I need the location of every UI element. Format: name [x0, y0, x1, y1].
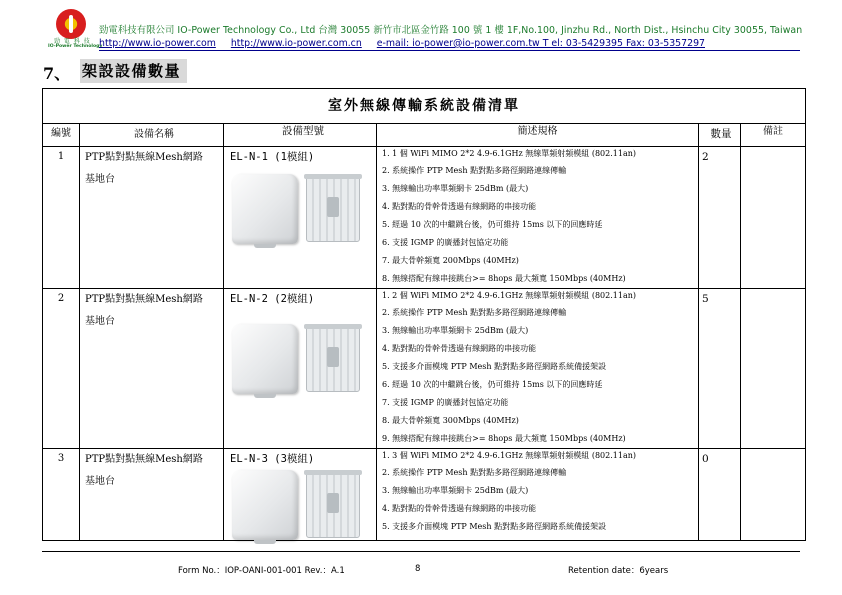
- spec-line: 1. 2 個 WiFi MIMO 2*2 4.9-6.1GHz 無線單頻射頻模組 (802.11an): [382, 291, 636, 300]
- row-id: 1: [43, 147, 80, 289]
- website-link[interactable]: http://www.io-power.com: [99, 38, 216, 49]
- row-name-line2: 基地台: [85, 476, 115, 487]
- spec-line: 3. 無線輸出功率單頻網卡 25dBm (最大): [382, 486, 529, 495]
- row-qty: 0: [699, 449, 741, 541]
- row-name-line1: PTP點對點無線Mesh網路: [85, 152, 203, 163]
- col-header-name: 設備名稱: [80, 124, 224, 147]
- row-model: [224, 289, 377, 449]
- website-cn-link[interactable]: http://www.io-power.com.cn: [230, 38, 362, 49]
- retention-date: Retention date：6years: [568, 566, 669, 576]
- panel-antenna-image: [232, 174, 298, 244]
- row-model-text: EL-N-1 (1模組): [230, 151, 315, 163]
- row-spec: [377, 289, 699, 449]
- row-spec: [377, 147, 699, 289]
- row-name: [80, 289, 224, 449]
- spec-line: 8. 無線搭配有線串接跳台>= 8hops 最大頻寬 150Mbps (40MHz): [382, 274, 626, 283]
- row-note: [741, 289, 806, 449]
- radio-unit-image: [306, 326, 360, 392]
- spec-line: 3. 無線輸出功率單頻網卡 25dBm (最大): [382, 184, 529, 193]
- spec-line: 9. 無線搭配有線串接跳台>= 8hops 最大頻寬 150Mbps (40MHz): [382, 434, 626, 443]
- spec-line: 4. 點對點的骨幹骨透過有線網路的串接功能: [382, 202, 537, 211]
- company-address-line: 勁電科技有限公司 IO-Power Technology Co., Ltd 台灣 30055 新竹市北區金竹路 100 號 1 樓 1F,No.100, Jinzhu Rd., North Dist., Hsinchu City 30055, Taiwan: [99, 25, 803, 36]
- device-photos: [230, 470, 376, 540]
- spec-line: 2. 系統操作 PTP Mesh 點對點多路徑網路連線傳輸: [382, 468, 567, 477]
- spec-line: 7. 支援 IGMP 的廣播封包協定功能: [382, 398, 509, 407]
- spec-line: 5. 經過 10 次的中繼跳台後，仍可維持 15ms 以下的回應時延: [382, 220, 603, 229]
- row-model: [224, 449, 377, 541]
- spec-line: 7. 最大骨幹頻寬 200Mbps (40MHz): [382, 256, 519, 265]
- form-number: Form No.：IOP-OANI-001-001 Rev.：A.1: [178, 566, 345, 576]
- col-header-note: 備註: [741, 124, 806, 147]
- logo-text-en: IO-Power Technology: [48, 44, 103, 49]
- spec-line: 1. 3 個 WiFi MIMO 2*2 4.9-6.1GHz 無線單頻射頻模組 (802.11an): [382, 451, 636, 460]
- panel-antenna-image: [232, 470, 298, 540]
- spec-line: 2. 系統操作 PTP Mesh 點對點多路徑網路連線傳輸: [382, 308, 567, 317]
- radio-unit-image: [306, 472, 360, 538]
- row-name-line2: 基地台: [85, 174, 115, 185]
- contact-line: [99, 38, 717, 49]
- row-name-line1: PTP點對點無線Mesh網路: [85, 294, 203, 305]
- spec-line: 4. 點對點的骨幹骨透過有線網路的串接功能: [382, 504, 537, 513]
- col-header-id: 編號: [43, 124, 80, 147]
- logo-text: 勁 電 科 技: [54, 38, 91, 45]
- col-header-spec: 簡述規格: [377, 124, 699, 147]
- device-photos: [230, 174, 376, 244]
- spec-line: 5. 支援多介面模塊 PTP Mesh 點對點多路徑網路系統備援架設: [382, 522, 607, 531]
- col-header-model: 設備型號: [224, 124, 377, 147]
- table-caption: 室外無線傳輸系統設備清單: [42, 88, 806, 123]
- header-divider: [99, 50, 800, 51]
- row-model-text: EL-N-3 (3模組): [230, 453, 315, 465]
- device-photos: [230, 324, 376, 394]
- row-name-line1: PTP點對點無線Mesh網路: [85, 454, 203, 465]
- table-row: [43, 449, 806, 541]
- row-qty: 5: [699, 289, 741, 449]
- spec-line: 4. 點對點的骨幹骨透過有線網路的串接功能: [382, 344, 537, 353]
- row-note: [741, 147, 806, 289]
- row-model: [224, 147, 377, 289]
- spec-line: 3. 無線輸出功率單頻網卡 25dBm (最大): [382, 326, 529, 335]
- panel-antenna-image: [232, 324, 298, 394]
- spec-line: 8. 最大骨幹頻寬 300Mbps (40MHz): [382, 416, 519, 425]
- row-name-line2: 基地台: [85, 316, 115, 327]
- section-number: 7、: [43, 64, 71, 83]
- page-number: 8: [415, 564, 421, 574]
- spec-line: 1. 1 個 WiFi MIMO 2*2 4.9-6.1GHz 無線單頻射頻模組 (802.11an): [382, 149, 636, 158]
- table-row: [43, 289, 806, 449]
- footer-divider: [42, 551, 800, 552]
- row-id: 3: [43, 449, 80, 541]
- section-title: 架設設備數量: [80, 59, 187, 83]
- company-logo: [48, 9, 103, 49]
- radio-unit-image: [306, 176, 360, 242]
- row-name: [80, 449, 224, 541]
- row-id: 2: [43, 289, 80, 449]
- row-name: [80, 147, 224, 289]
- spec-line: 5. 支援多介面模塊 PTP Mesh 點對點多路徑網路系統備援架設: [382, 362, 607, 371]
- logo-mark-icon: [56, 9, 86, 39]
- table-row: [43, 147, 806, 289]
- table-header-row: [43, 124, 806, 147]
- email-phone-fax[interactable]: e-mail: io-power@io-power.com.tw T el: 03-5429395 Fax: 03-5357297: [376, 38, 705, 49]
- spec-line: 6. 經過 10 次的中繼跳台後，仍可維持 15ms 以下的回應時延: [382, 380, 603, 389]
- row-spec: [377, 449, 699, 541]
- equipment-table: [42, 88, 806, 541]
- row-note: [741, 449, 806, 541]
- spec-line: 6. 支援 IGMP 的廣播封包協定功能: [382, 238, 509, 247]
- col-header-qty: 數量: [699, 124, 741, 147]
- row-model-text: EL-N-2 (2模組): [230, 293, 315, 305]
- row-qty: 2: [699, 147, 741, 289]
- spec-line: 2. 系統操作 PTP Mesh 點對點多路徑網路連線傳輸: [382, 166, 567, 175]
